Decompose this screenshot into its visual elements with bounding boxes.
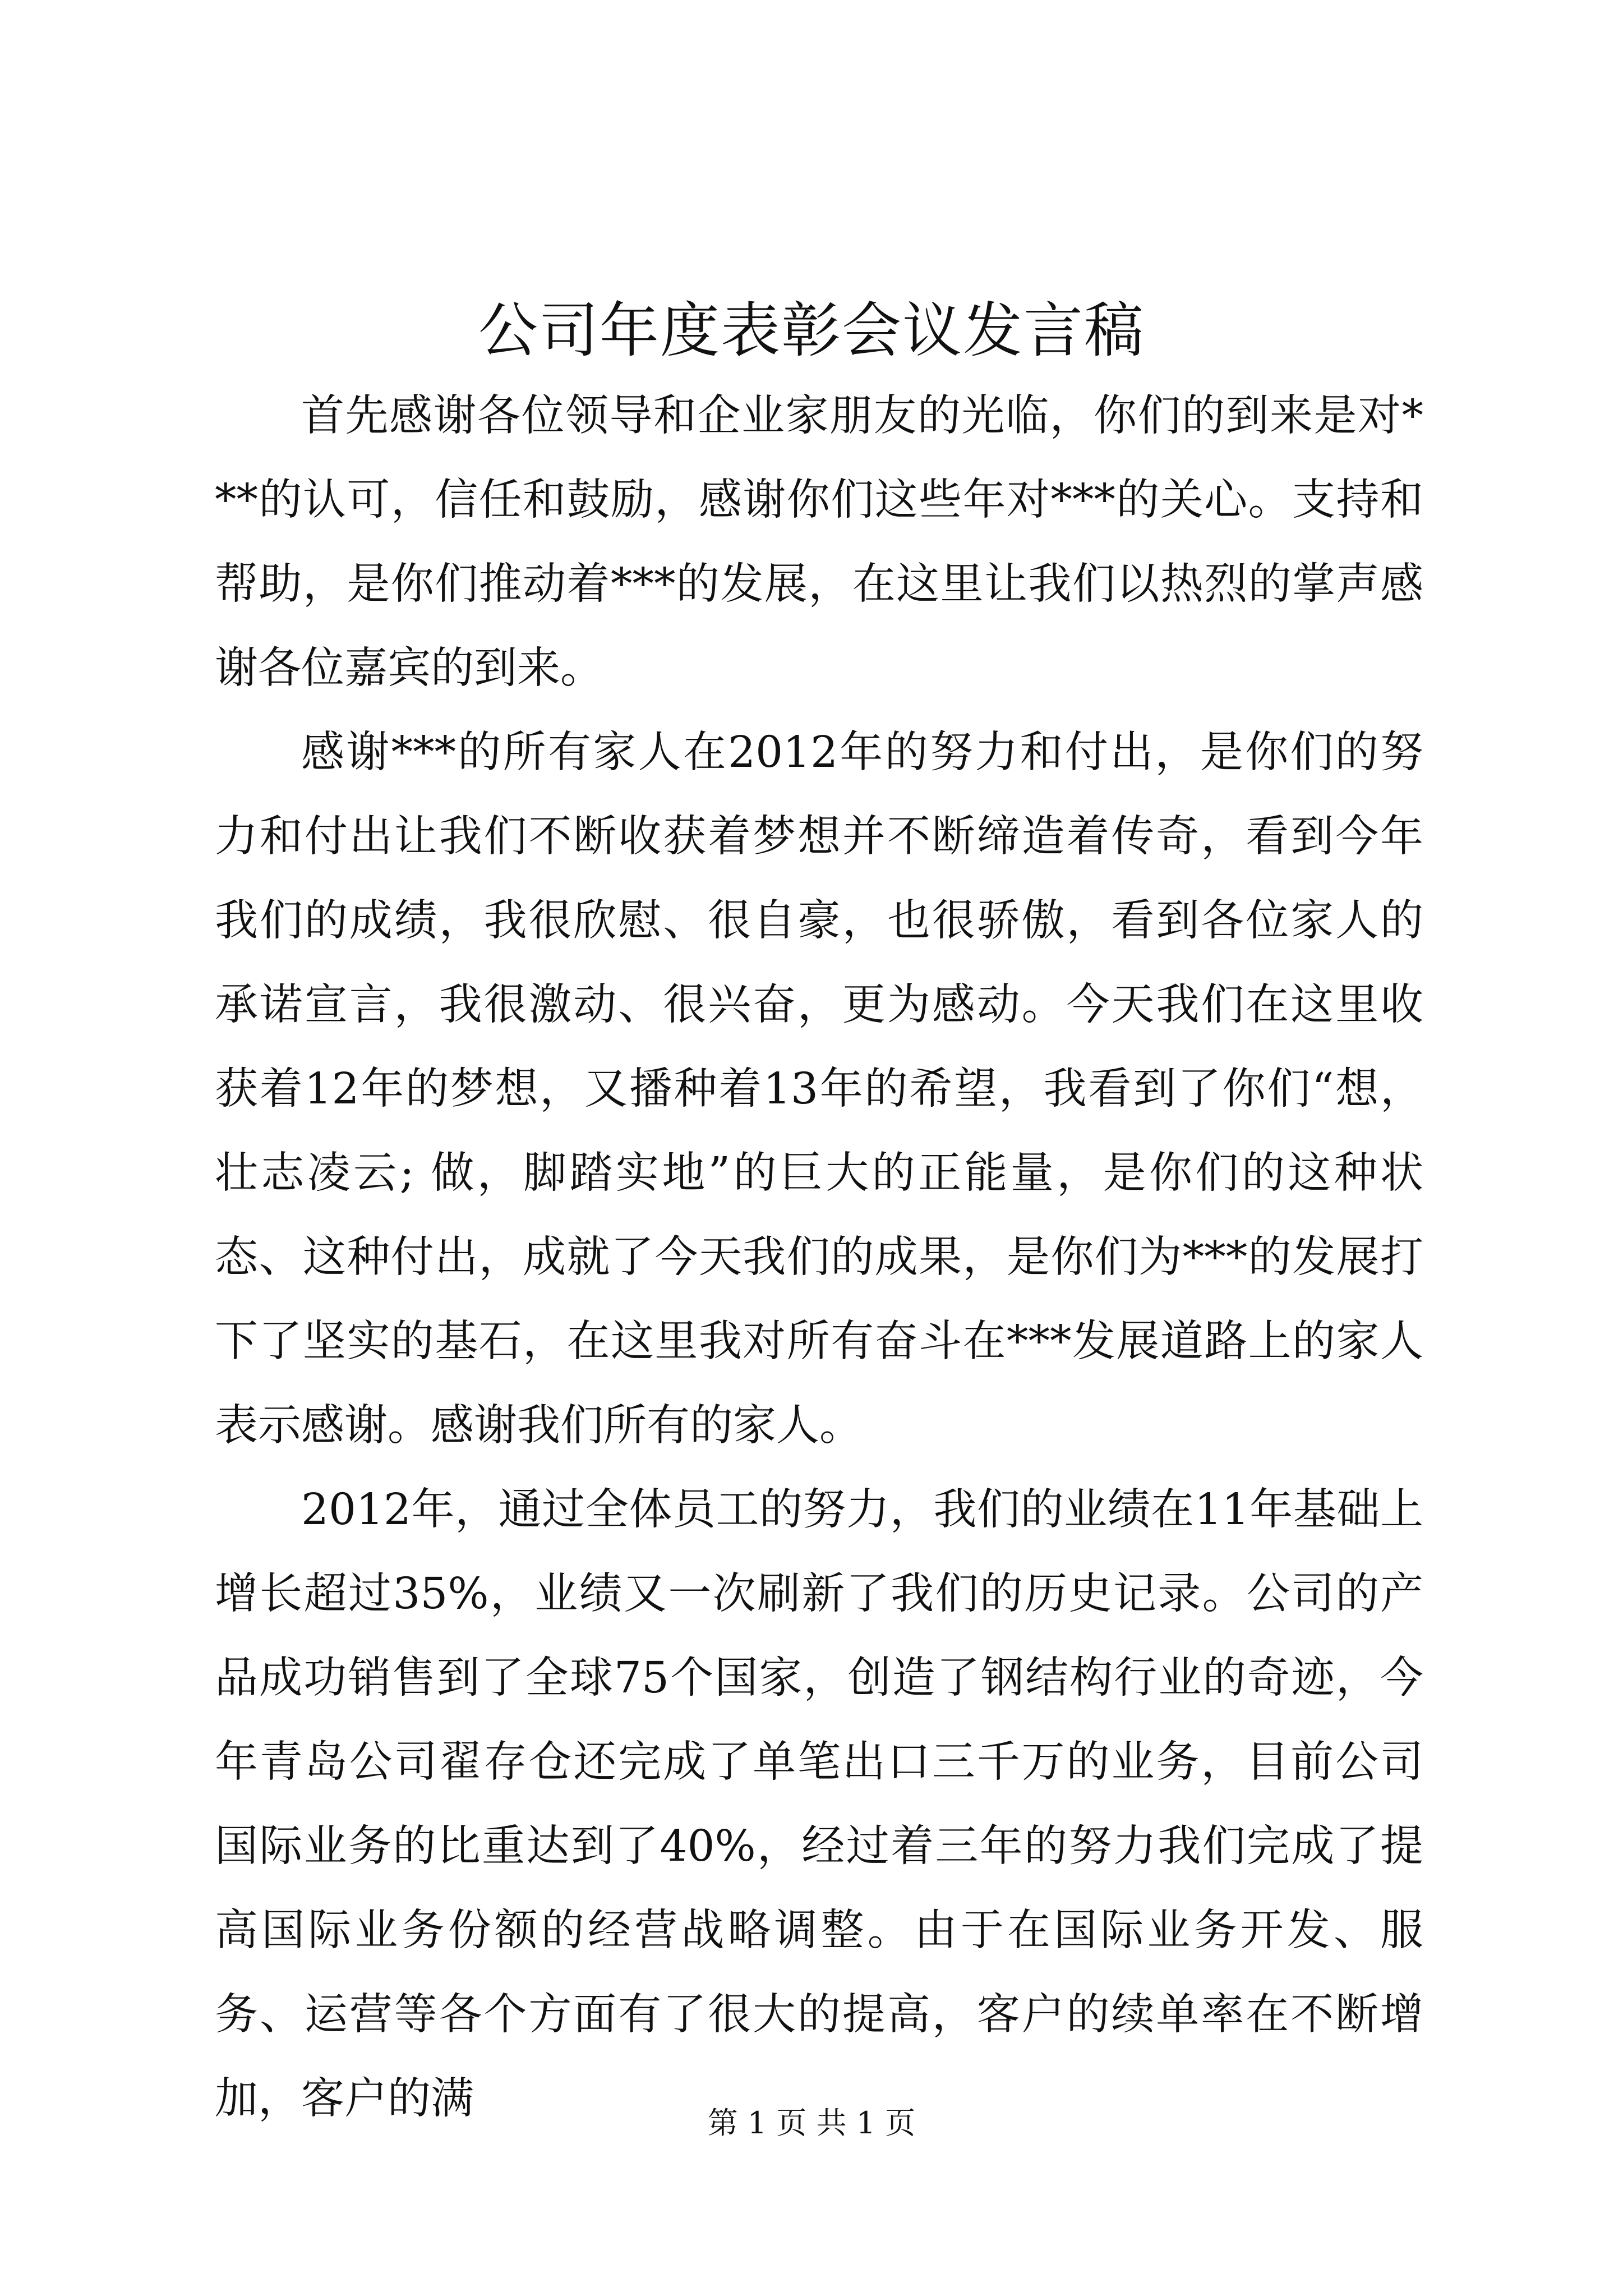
document-title: 公司年度表彰会议发言稿: [478, 296, 1145, 365]
page-footer: 第 1 页 共 1 页: [707, 2105, 916, 2141]
document-body: [215, 374, 1423, 2141]
paragraph-2: 感谢***的所有家人在2012年的努力和付出，是你们的努力和付出让我们不断收获着梦想并不断缔造着传奇，看到今年我们的成绩，我很欣慰、很自豪，也很骄傲，看到各位家人的承诺宣言，我很激动、很兴奋，更为感动。今天我们在这里收获着12年的梦想，又播种着13年的希望，我看到了你们“想，壮志凌云; 做，脚踏实地”的巨大的正能量，是你们的这种状态、这种付出，成就了今天我们的成果，是你们为***的发展打下了坚实的基石，在这里我对所有奋斗在***发展道路上的家人表示感谢。感谢我们所有的家人。: [215, 728, 1423, 1451]
paragraph-3: 2012年，通过全体员工的努力，我们的业绩在11年基础上增长超过35%，业绩又一次刷新了我们的历史记录。公司的产品成功销售到了全球75个国家，创造了钢结构行业的奇迹，今年青岛公司翟存仓还完成了单笔出口三千万的业务，目前公司国际业务的比重达到了40%，经过着三年的努力我们完成了提高国际业务份额的经营战略调整。由于在国际业务开发、服务、运营等各个方面有了很大的提高，客户的续单率在不断增加，客户的满: [215, 1485, 1423, 2124]
paragraph-1: 首先感谢各位领导和企业家朋友的光临，你们的到来是对***的认可，信任和鼓励，感谢你们这些年对***的关心。支持和帮助，是你们推动着***的发展，在这里让我们以热烈的掌声感谢各位嘉宾的到来。: [215, 391, 1423, 693]
